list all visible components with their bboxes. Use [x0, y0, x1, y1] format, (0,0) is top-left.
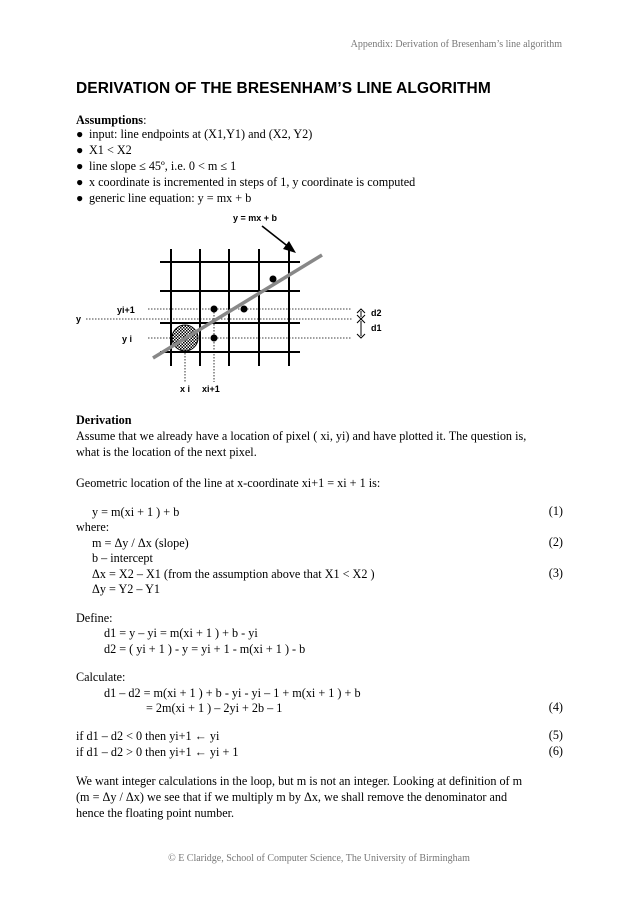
equation-4-number: (4): [548, 700, 563, 714]
equation-2-number: (2): [548, 535, 563, 549]
d2-definition: d2 = ( yi + 1 ) - y = yi + 1 - m(xi + 1 ) - b: [104, 642, 306, 656]
bullet-icon: ●: [76, 191, 84, 205]
xi-label: x i: [180, 384, 191, 394]
bullet-icon: ●: [76, 175, 84, 189]
assumption-bullet-2: ● X1 < X2: [76, 143, 132, 157]
calculation-step-2: = 2m(xi + 1 ) – 2yi + 2b – 1: [146, 701, 283, 715]
assumption-bullet-3: ● line slope ≤ 45º, i.e. 0 < m ≤ 1: [76, 159, 237, 173]
yi-plus-1-label: yi+1: [117, 305, 135, 315]
page-footer: © E Claridge, School of Computer Science, The University of Birmingham: [168, 853, 470, 864]
d1-label: d1: [371, 323, 382, 333]
page-title: DERIVATION OF THE BRESENHAM’S LINE ALGORITHM: [76, 80, 491, 97]
assumption-bullet-5: ● generic line equation: y = mx + b: [76, 191, 252, 205]
define-label: Define:: [76, 611, 113, 625]
paragraph-line: Assume that we already have a location of pixel ( xi, yi) and have plotted it. The question is,: [76, 429, 527, 443]
delta-y-definition: Δy = Y2 – Y1: [92, 582, 160, 596]
bullet-icon: ●: [76, 127, 84, 141]
equation-2: m = Δy / Δx (slope): [92, 536, 189, 550]
equation-5: if d1 – d2 < 0 then yi+1 ← yi: [76, 729, 220, 743]
equation-1: y = m(xi + 1 ) + b: [92, 505, 180, 519]
distance-arrows: [357, 309, 365, 338]
calculation-step-1: d1 – d2 = m(xi + 1 ) + b - yi - yi – 1 + m(xi + 1 ) + b: [104, 686, 361, 700]
line-label-arrow: [262, 226, 290, 248]
xi-plus-1-label: xi+1: [202, 384, 220, 394]
equation-1-number: (1): [548, 504, 563, 518]
intercept-definition: b – intercept: [92, 551, 153, 565]
y-label: y: [76, 314, 82, 324]
derivation-heading: Derivation: [76, 413, 132, 427]
bresenham-figure: [0, 0, 638, 420]
where-label: where:: [76, 520, 110, 534]
assumption-bullet-1: ● input: line endpoints at (X1,Y1) and (X2, Y2): [76, 127, 313, 141]
assumption-bullet-4: ● x coordinate is incremented in steps of 1, y coordinate is computed: [76, 175, 416, 189]
yi-label: y i: [122, 334, 133, 344]
d1-definition: d1 = y – yi = m(xi + 1 ) + b - yi: [104, 626, 258, 640]
paragraph-line: hence the floating point number.: [76, 806, 235, 820]
equation-3: Δx = X2 – X1 (from the assumption above that X1 < X2 ): [92, 567, 375, 581]
assumptions-heading: Assumptions:: [76, 113, 147, 127]
geometric-location-line: Geometric location of the line at x-coordinate xi+1 = xi + 1 is:: [76, 476, 381, 490]
page-header: Appendix: Derivation of Bresenham’s line algorithm: [350, 39, 562, 50]
equation-6-number: (6): [548, 744, 563, 758]
paragraph-line: what is the location of the next pixel.: [76, 445, 257, 459]
paragraph-line: (m = Δy / Δx) we see that if we multiply m by Δx, we shall remove the denominator and: [76, 790, 508, 804]
equation-3-number: (3): [548, 566, 563, 580]
line-equation-label: y = mx + b: [233, 213, 278, 223]
bullet-icon: ●: [76, 143, 84, 157]
line-y-mx-b: [153, 255, 322, 358]
d2-label: d2: [371, 308, 382, 318]
bullet-icon: ●: [76, 159, 84, 173]
paragraph-line: We want integer calculations in the loop, but m is not an integer. Looking at definition of m: [76, 774, 523, 788]
equation-6: if d1 – d2 > 0 then yi+1 ← yi + 1: [76, 745, 239, 759]
pixel-dots: [211, 276, 277, 342]
guide-lines: [86, 309, 352, 382]
calculate-label: Calculate:: [76, 670, 126, 684]
equation-5-number: (5): [548, 728, 563, 742]
